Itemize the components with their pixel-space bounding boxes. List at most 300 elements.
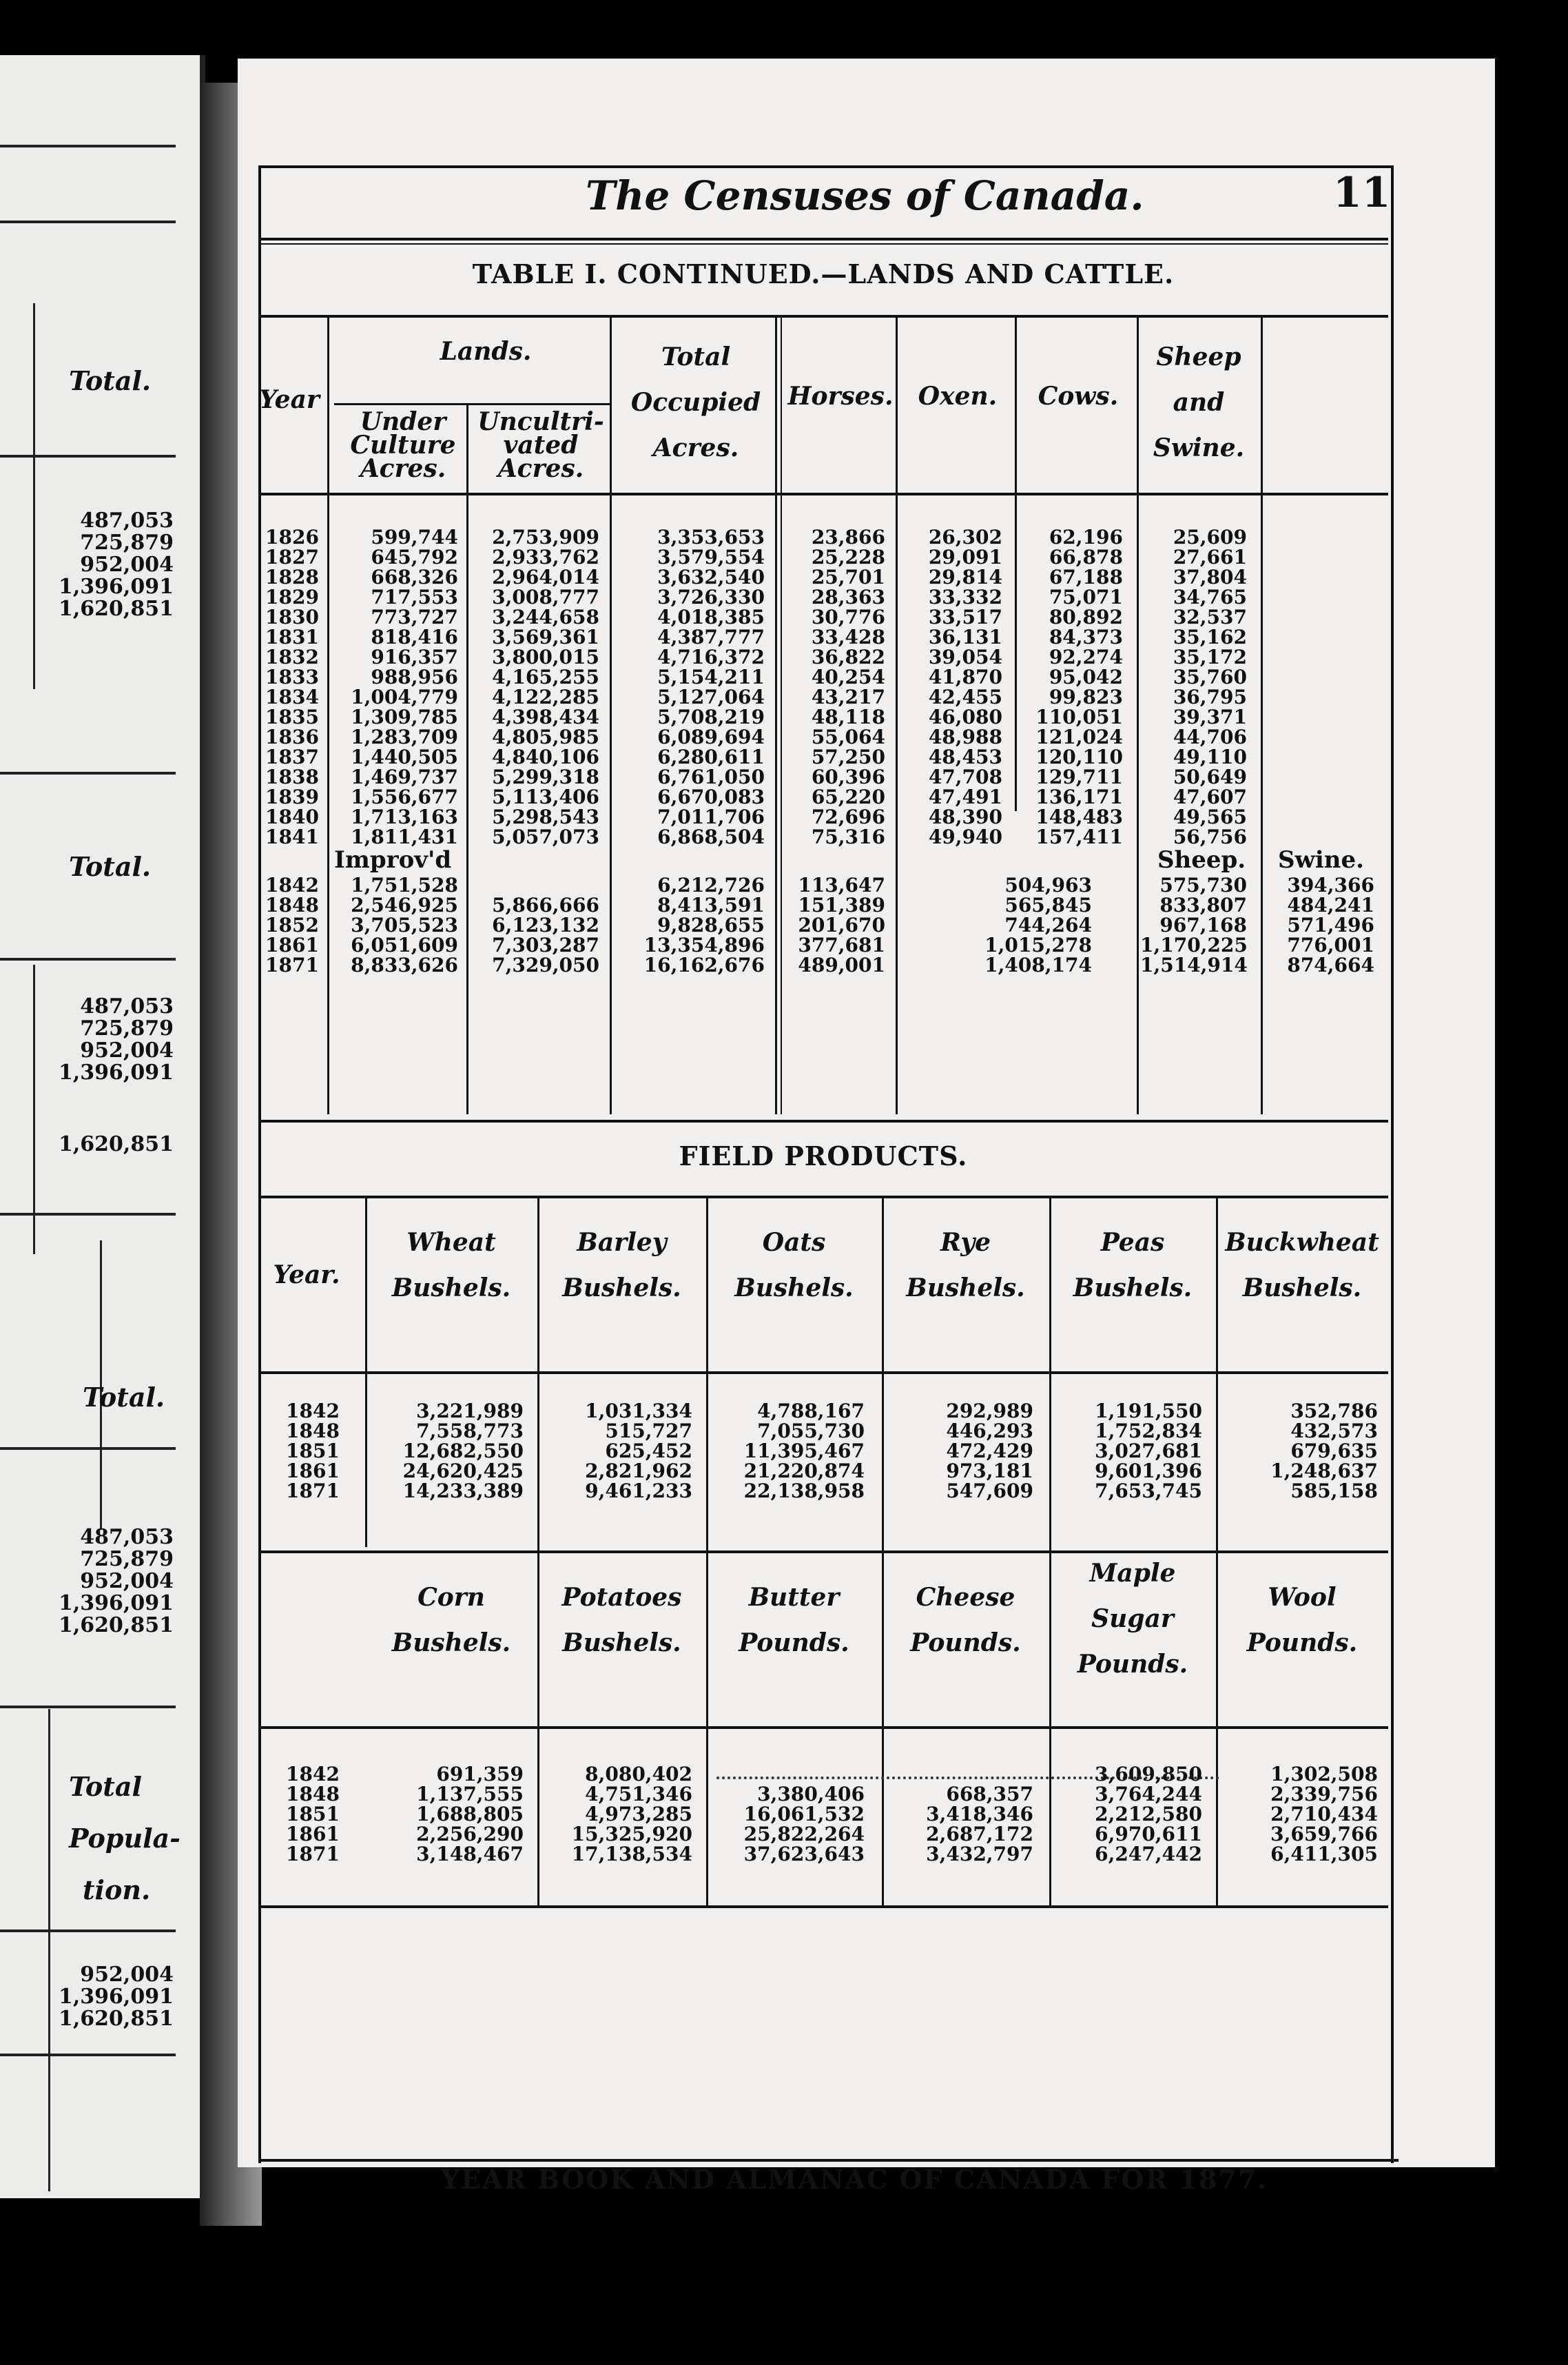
heading-line: Under	[360, 407, 446, 436]
heading-line: and	[1173, 388, 1225, 417]
table-cell: 1,556,677	[351, 786, 458, 808]
table-cell: 2,964,014	[492, 566, 599, 588]
oxen-heading: Oxen.	[918, 382, 998, 411]
divider	[334, 403, 610, 405]
table-cell: 1,514,914	[1140, 954, 1248, 976]
heading-line: Bushels.	[562, 1628, 681, 1657]
table-cell: 48,118	[811, 706, 885, 728]
table-cell: 2,212,580	[1095, 1803, 1202, 1825]
table-cell: 916,357	[371, 646, 458, 668]
divider	[0, 145, 176, 147]
table-cell: 3,418,346	[926, 1803, 1033, 1825]
table-cell: 48,988	[928, 726, 1002, 748]
year-cell: 1871	[286, 1480, 340, 1502]
right-page	[238, 59, 1495, 2167]
table-cell: 4,122,285	[492, 686, 599, 708]
column-rule	[327, 315, 329, 1114]
table-cell: 6,051,609	[351, 934, 458, 956]
table-cell: 41,870	[928, 666, 1002, 688]
table-cell: 7,653,745	[1095, 1480, 1202, 1502]
column-heading: Popula-	[69, 1823, 180, 1854]
heading-line: Bushels.	[906, 1273, 1025, 1302]
table-cell: 7,329,050	[492, 954, 599, 976]
under-culture-column	[341, 527, 458, 847]
divider	[0, 772, 176, 775]
table-cell: 5,298,543	[492, 806, 599, 828]
table-cell: 4,805,985	[492, 726, 599, 748]
table-cell: 6,280,611	[657, 746, 765, 768]
year-cell: 1851	[286, 1803, 340, 1825]
year-cell: 1833	[265, 666, 319, 688]
table-cell: 22,138,958	[743, 1480, 865, 1502]
table-cell: 2,339,756	[1270, 1783, 1378, 1805]
oxen-column	[899, 527, 1002, 847]
table-cell: 7,558,773	[416, 1420, 524, 1442]
column-rule	[896, 315, 898, 1114]
heading-line: Sheep	[1156, 342, 1241, 371]
table-cell: 776,001	[1287, 934, 1374, 956]
horses-column	[789, 875, 885, 975]
divider	[0, 1706, 176, 1708]
table-cell: 2,933,762	[492, 546, 599, 569]
table-cell: 4,716,372	[657, 646, 765, 668]
table-cell: 151,389	[798, 894, 885, 917]
table-cell: 5,866,666	[492, 894, 599, 917]
table-cell: 15,325,920	[571, 1823, 692, 1845]
barley-column	[548, 1401, 692, 1501]
divider	[0, 1213, 176, 1216]
table-cell: 668,326	[371, 566, 458, 588]
table-cell: 571,496	[1287, 914, 1374, 936]
table-cell: 6,970,611	[1095, 1823, 1202, 1845]
table-cell: 645,792	[371, 546, 458, 569]
year-cell: 1861	[286, 1460, 340, 1482]
table-cell: 1,688,805	[416, 1803, 524, 1825]
table-cell: 11,395,467	[743, 1440, 865, 1462]
divider	[258, 493, 1388, 495]
table-cell: 24,620,425	[402, 1460, 524, 1482]
total-value: 1,620,851	[58, 2007, 174, 2031]
cows-heading: Cows.	[1038, 382, 1119, 411]
table-cell	[472, 875, 599, 895]
table-cell: 28,363	[811, 586, 885, 608]
table-cell: 5,127,064	[657, 686, 765, 708]
table-cell: 7,011,706	[657, 806, 765, 828]
column-rule	[775, 315, 777, 1114]
heading-line: Peas	[1100, 1228, 1165, 1257]
horses-heading: Horses.	[787, 382, 894, 411]
table-cell: 201,670	[798, 914, 885, 936]
value-list	[59, 1964, 174, 2030]
table-cell: 23,866	[811, 526, 885, 549]
column-rule	[1261, 315, 1263, 1114]
column-heading: Total	[69, 1771, 142, 1802]
table-cell: 99,823	[1049, 686, 1123, 708]
heading-line: Buckwheat	[1225, 1228, 1379, 1257]
year-cell: 1842	[286, 1400, 340, 1422]
table-cell: 679,635	[1290, 1440, 1378, 1462]
table-cell: 39,371	[1173, 706, 1247, 728]
table-cell: 6,212,726	[657, 874, 765, 897]
heading-line: Barley	[577, 1228, 667, 1257]
total-value: 487,053	[80, 509, 174, 533]
table-cell: 36,795	[1173, 686, 1247, 708]
table-cell: 3,800,015	[492, 646, 599, 668]
divider	[258, 1726, 1388, 1729]
table-cell: 49,940	[928, 826, 1002, 848]
table-cell: 6,411,305	[1270, 1843, 1378, 1865]
total-value: 1,396,091	[58, 1591, 174, 1615]
column-heading: Total.	[69, 365, 152, 396]
table-cell: 1,752,834	[1095, 1420, 1202, 1442]
table-cell: 12,682,550	[402, 1440, 524, 1462]
table-cell: 472,429	[946, 1440, 1033, 1462]
total-value: 1,396,091	[58, 1985, 174, 2009]
table-cell: 3,659,766	[1270, 1823, 1378, 1845]
table-cell: 2,687,172	[926, 1823, 1033, 1845]
table-cell: 48,453	[928, 746, 1002, 768]
running-title: The Censuses of Canada.	[586, 172, 1144, 219]
column-heading	[1216, 1575, 1388, 1666]
table-cell: 432,573	[1290, 1420, 1378, 1442]
table-cell: 3,705,523	[351, 914, 458, 936]
table-cell: 6,247,442	[1095, 1843, 1202, 1865]
divider	[0, 221, 176, 223]
lands-heading: Lands.	[440, 337, 532, 366]
uncultivated-column	[472, 875, 599, 975]
heading-line: Butter	[748, 1583, 840, 1612]
total-value: 952,004	[80, 1038, 174, 1063]
table-cell: 37,804	[1173, 566, 1247, 588]
year-cell: 1842	[286, 1763, 340, 1785]
total-value: 725,879	[80, 1016, 174, 1041]
total-value: 487,053	[80, 994, 174, 1018]
column-heading	[537, 1575, 706, 1666]
table-cell: 3,008,777	[492, 586, 599, 608]
table-cell: 1,283,709	[351, 726, 458, 748]
table-cell: 3,353,653	[657, 526, 765, 549]
year-cell: 1839	[265, 786, 319, 808]
table-cell: 65,220	[811, 786, 885, 808]
table-cell: 773,727	[371, 606, 458, 628]
table-cell: 25,701	[811, 566, 885, 588]
heading-line: Pounds.	[739, 1628, 849, 1657]
table-cell: 547,609	[946, 1480, 1033, 1502]
table-cell: 3,244,658	[492, 606, 599, 628]
heading-line: Uncultri-	[477, 407, 604, 436]
table-cell: 377,681	[798, 934, 885, 956]
heading-line: Bushels.	[391, 1628, 511, 1657]
table-cell: 46,080	[928, 706, 1002, 728]
table-cell: 33,517	[928, 606, 1002, 628]
table-cell: 40,254	[811, 666, 885, 688]
sheep-label: Sheep.	[1157, 846, 1246, 874]
heading-line: Pounds.	[1077, 1650, 1188, 1679]
uncultivated-column	[472, 527, 599, 847]
year-cell: 1832	[265, 646, 319, 668]
table-cell: 6,123,132	[492, 914, 599, 936]
total-value: 1,620,851	[58, 1613, 174, 1637]
swine-column	[1268, 875, 1374, 975]
total-value: 952,004	[80, 1963, 174, 1987]
table-cell: 4,018,385	[657, 606, 765, 628]
table-cell: 1,015,278	[984, 934, 1092, 956]
table-cell: 36,822	[811, 646, 885, 668]
table-cell: 352,786	[1290, 1400, 1378, 1422]
table-cell: 17,138,534	[571, 1843, 692, 1865]
table-cell: 48,390	[928, 806, 1002, 828]
table-cell: 72,696	[811, 806, 885, 828]
total-occupied-heading	[613, 334, 778, 471]
under-culture-heading	[334, 407, 472, 483]
divider	[0, 2054, 176, 2056]
heading-line: Acres.	[360, 454, 446, 483]
column-rule	[610, 315, 612, 1114]
total-value: 1,396,091	[58, 575, 174, 599]
year-cell: 1842	[265, 874, 319, 897]
sheep-swine-heading	[1140, 334, 1257, 471]
heading-line: Swine.	[1153, 433, 1245, 462]
table-cell: 50,649	[1173, 766, 1247, 788]
table-cell: 32,537	[1173, 606, 1247, 628]
table-cell: 967,168	[1159, 914, 1247, 936]
column-rule	[781, 315, 782, 1114]
heading-line: Wool	[1268, 1583, 1337, 1612]
table-cell: 67,188	[1049, 566, 1123, 588]
table-cell: 35,760	[1173, 666, 1247, 688]
column-heading: Total.	[69, 851, 152, 882]
table-cell: 80,892	[1049, 606, 1123, 628]
heading-line: Oats	[762, 1228, 826, 1257]
table-cell: 1,408,174	[984, 954, 1092, 976]
total-value: 952,004	[80, 1569, 174, 1593]
table-cell: 2,256,290	[416, 1823, 524, 1845]
year-cell: 1840	[265, 806, 319, 828]
table-cell: 157,411	[1035, 826, 1123, 848]
column-heading	[1049, 1220, 1216, 1311]
table-cell: 148,483	[1035, 806, 1123, 828]
value-list	[59, 1526, 174, 1637]
table-cell: 36,131	[928, 626, 1002, 648]
wool-column	[1223, 1764, 1378, 1864]
column-heading	[365, 1220, 537, 1311]
table-cell: 3,027,681	[1095, 1440, 1202, 1462]
table-cell: 1,302,508	[1270, 1763, 1378, 1785]
year-cell: 1848	[265, 894, 319, 917]
table-cell: 1,170,225	[1140, 934, 1248, 956]
table-cell: 5,154,211	[657, 666, 765, 688]
table-cell: 6,670,083	[657, 786, 765, 808]
total-occupied-column	[617, 875, 765, 975]
table-cell: 8,080,402	[585, 1763, 692, 1785]
year-cell: 1835	[265, 706, 319, 728]
table-cell: 489,001	[798, 954, 885, 976]
table-cell: 26,302	[928, 526, 1002, 549]
table-cell: 25,228	[811, 546, 885, 569]
table-cell: 37,623,643	[743, 1843, 865, 1865]
table-cell: 33,332	[928, 586, 1002, 608]
table-cell: 2,546,925	[351, 894, 458, 917]
table-cell: 2,710,434	[1270, 1803, 1378, 1825]
heading-line: Pounds.	[1246, 1628, 1358, 1657]
column-heading	[537, 1220, 706, 1311]
column-heading: tion.	[83, 1874, 151, 1905]
table-cell: 95,042	[1049, 666, 1123, 688]
divider	[258, 1905, 1388, 1908]
sheep-swine-column	[1140, 527, 1247, 847]
value: 1,620,851	[58, 1132, 174, 1156]
table-cell: 1,004,779	[351, 686, 458, 708]
column-heading	[882, 1220, 1049, 1311]
column-heading	[1216, 1220, 1388, 1311]
divider	[258, 238, 1388, 240]
table-cell: 292,989	[946, 1400, 1033, 1422]
column-heading: Total.	[83, 1382, 165, 1413]
table-cell: 29,814	[928, 566, 1002, 588]
year-heading: Year.	[273, 1260, 340, 1289]
year-cell: 1826	[265, 526, 319, 549]
heading-line: Acres.	[652, 433, 739, 462]
table-cell: 30,776	[811, 606, 885, 628]
table-cell: 585,158	[1290, 1480, 1378, 1502]
rye-column	[892, 1401, 1033, 1501]
heading-line: Bushels.	[391, 1273, 511, 1302]
year-cell: 1836	[265, 726, 319, 748]
improved-column	[341, 875, 458, 975]
table-cell: 49,565	[1173, 806, 1247, 828]
table-cell: 129,711	[1035, 766, 1123, 788]
table-cell: 625,452	[605, 1440, 692, 1462]
table-cell: 5,113,406	[492, 786, 599, 808]
year-column	[286, 1401, 340, 1501]
value-list	[59, 996, 174, 1084]
butter-column	[716, 1764, 865, 1864]
table-cell: 39,054	[928, 646, 1002, 668]
table-cell: 2,753,909	[492, 526, 599, 549]
table-cell: 4,165,255	[492, 666, 599, 688]
table-cell: 75,071	[1049, 586, 1123, 608]
divider	[258, 1120, 1388, 1123]
table-cell: 110,051	[1035, 706, 1123, 728]
table-cell: 3,380,406	[757, 1783, 865, 1805]
year-cell: 1841	[265, 826, 319, 848]
table-cell: 49,110	[1173, 746, 1247, 768]
table-cell: 121,024	[1035, 726, 1123, 748]
heading-line: Pounds.	[910, 1628, 1021, 1657]
table-cell: 818,416	[371, 626, 458, 648]
heading-line: Wheat	[406, 1228, 496, 1257]
total-occupied-column	[617, 527, 765, 847]
table-cell: 75,316	[811, 826, 885, 848]
divider	[33, 303, 35, 689]
table-cell: 21,220,874	[743, 1460, 865, 1482]
table-cell: 1,137,555	[416, 1783, 524, 1805]
table-cell: 691,359	[436, 1763, 524, 1785]
column-rule	[1137, 315, 1139, 1114]
column-heading	[706, 1220, 882, 1311]
table-cell: 484,241	[1287, 894, 1374, 917]
table-cell: 47,607	[1173, 786, 1247, 808]
table-cell: 29,091	[928, 546, 1002, 569]
divider	[258, 1371, 1388, 1374]
table-cell	[892, 1764, 1033, 1784]
table-cell: 4,788,167	[757, 1400, 865, 1422]
oxen-cows-column	[968, 875, 1092, 975]
year-column	[265, 875, 319, 975]
divider	[258, 1196, 1388, 1198]
table-cell: 3,148,467	[416, 1843, 524, 1865]
table-cell: 14,233,389	[402, 1480, 524, 1502]
wheat-column	[375, 1401, 524, 1501]
table-cell: 1,440,505	[351, 746, 458, 768]
buckwheat-column	[1223, 1401, 1378, 1501]
heading-line: Sugar	[1091, 1604, 1174, 1633]
heading-line: Acres.	[497, 454, 584, 483]
table-cell: 9,828,655	[657, 914, 765, 936]
table-cell: 25,822,264	[743, 1823, 865, 1845]
table-cell: 5,299,318	[492, 766, 599, 788]
table-cell: 136,171	[1035, 786, 1123, 808]
divider	[33, 965, 35, 1254]
column-heading	[706, 1575, 882, 1666]
heading-line: Potatoes	[561, 1583, 682, 1612]
table-cell: 3,579,554	[657, 546, 765, 569]
table-cell: 446,293	[946, 1420, 1033, 1442]
table-cell: 7,303,287	[492, 934, 599, 956]
table-cell: 3,609,850	[1095, 1763, 1202, 1785]
oats-column	[716, 1401, 865, 1501]
table-cell: 4,387,777	[657, 626, 765, 648]
total-value: 725,879	[80, 1547, 174, 1571]
table-cell: 33,428	[811, 626, 885, 648]
table-cell: 744,264	[1004, 914, 1092, 936]
table-cell: 55,064	[811, 726, 885, 748]
uncultivated-heading	[472, 407, 610, 483]
year-cell: 1871	[265, 954, 319, 976]
table-cell: 43,217	[811, 686, 885, 708]
cheese-column	[892, 1764, 1033, 1864]
column-rule	[1015, 315, 1017, 811]
table-caption: TABLE I. CONTINUED.—LANDS AND CATTLE.	[472, 258, 1175, 289]
table-cell: 120,110	[1035, 746, 1123, 768]
peas-column	[1058, 1401, 1202, 1501]
divider	[0, 958, 176, 961]
heading-line: Bushels.	[1242, 1273, 1362, 1302]
total-value: 487,053	[80, 1525, 174, 1549]
table-cell: 1,713,163	[351, 806, 458, 828]
table-cell: 56,756	[1173, 826, 1247, 848]
table-cell: 16,061,532	[743, 1803, 865, 1825]
divider	[0, 1447, 176, 1450]
column-rule	[365, 1196, 367, 1547]
maple-sugar-column	[1058, 1764, 1202, 1864]
table-cell: 6,089,694	[657, 726, 765, 748]
table-cell: 1,751,528	[351, 874, 458, 897]
table-cell: 57,250	[811, 746, 885, 768]
heading-line: Cheese	[916, 1583, 1015, 1612]
divider	[258, 1550, 1388, 1553]
page-footer: YEAR BOOK AND ALMANAC OF CANADA FOR 1877.	[441, 2164, 1268, 2195]
table-cell: 13,354,896	[643, 934, 765, 956]
total-value: 1,620,851	[58, 597, 174, 621]
table-cell: 3,221,989	[416, 1400, 524, 1422]
table-cell: 874,664	[1287, 954, 1374, 976]
table-cell: 3,432,797	[926, 1843, 1033, 1865]
table-cell: 1,031,334	[585, 1400, 692, 1422]
table-cell: 1,469,737	[351, 766, 458, 788]
year-cell: 1838	[265, 766, 319, 788]
table-cell: 504,963	[1004, 874, 1092, 897]
